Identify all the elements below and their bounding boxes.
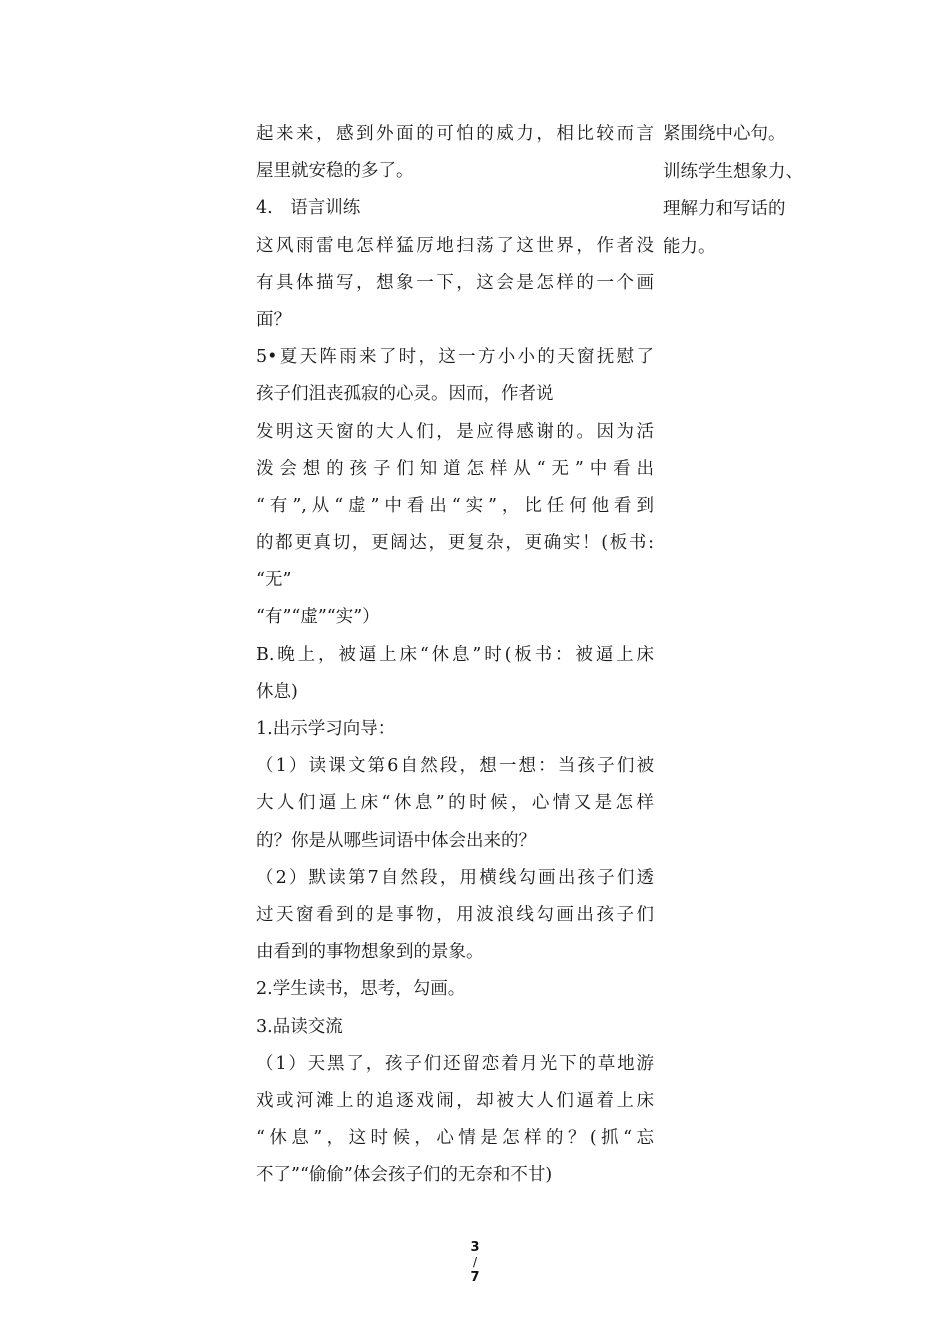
margin-note-line: 能力。 xyxy=(663,236,716,257)
text-line: 大人们逼上床“休息”的时候，心情又是怎样 xyxy=(256,793,654,814)
text-line: 屋里就安稳的多了。 xyxy=(256,161,414,182)
text-line: “有”“虚”“实”） xyxy=(256,607,380,628)
text-line: B.晚上，被逼上床“休息”时(板书：被逼上床 xyxy=(256,644,654,665)
text-line: 泼会想的孩子们知道怎样从“无”中看出 xyxy=(256,458,654,479)
text-line: 5•夏天阵雨来了时，这一方小小的天窗抚慰了 xyxy=(256,347,654,368)
text-line: （1）天黑了，孩子们还留恋着月光下的草地游 xyxy=(256,1053,654,1074)
text-line: “休息”，这时候，心情是怎样的？(抓“忘 xyxy=(256,1128,654,1149)
text-line: 的？你是从哪些词语中体会出来的？ xyxy=(256,830,536,851)
page-separator: / xyxy=(472,1255,478,1269)
text-line: 这风雨雷电怎样猛厉地扫荡了这世界，作者没 xyxy=(256,235,654,256)
text-line: “无” xyxy=(256,570,292,591)
total-pages: 7 xyxy=(470,1270,480,1285)
text-line: 面？ xyxy=(256,309,291,330)
margin-note-line: 理解力和写话的 xyxy=(663,199,786,219)
section-heading: 2.学生读书，思考，勾画。 xyxy=(256,979,466,1000)
margin-note-line: 训练学生想象力、 xyxy=(663,161,803,182)
text-line: 不了”“偷偷”体会孩子们的无奈和不甘) xyxy=(256,1165,553,1186)
page-number: 3 xyxy=(470,1240,480,1255)
text-line: “有”,从“虚”中看出“实”，比任何他看到 xyxy=(256,495,654,516)
text-line: 休息) xyxy=(256,681,298,702)
margin-notes-column xyxy=(663,116,833,266)
text-line: 孩子们沮丧孤寂的心灵。因而，作者说 xyxy=(256,384,554,405)
section-heading: 3.品读交流 xyxy=(256,1016,343,1037)
section-heading: 4. 语言训练 xyxy=(256,198,361,219)
text-line: 发明这天窗的大人们，是应得感谢的。因为活 xyxy=(256,421,654,442)
text-line: 由看到的事物想象到的景象。 xyxy=(256,942,484,963)
margin-note-line: 紧围绕中心句。 xyxy=(663,124,786,144)
main-text-column xyxy=(256,116,654,1194)
text-line: 有具体描写，想象一下，这会是怎样的一个画 xyxy=(256,272,654,293)
text-line: （2）默读第7自然段，用横线勾画出孩子们透 xyxy=(256,867,654,888)
page-footer xyxy=(455,1240,495,1285)
section-heading: 1.出示学习向导： xyxy=(256,719,396,739)
text-line: 的都更真切，更阔达，更复杂，更确实！(板书: xyxy=(256,533,654,554)
text-line: （1）读课文第6自然段，想一想：当孩子们被 xyxy=(256,756,654,777)
text-line: 过天窗看到的是事物，用波浪线勾画出孩子们 xyxy=(256,904,654,925)
text-line: 起来来，感到外面的可怕的威力，相比较而言 xyxy=(256,124,654,144)
text-line: 戏或河滩上的追逐戏闹，却被大人们逼着上床 xyxy=(256,1090,654,1111)
